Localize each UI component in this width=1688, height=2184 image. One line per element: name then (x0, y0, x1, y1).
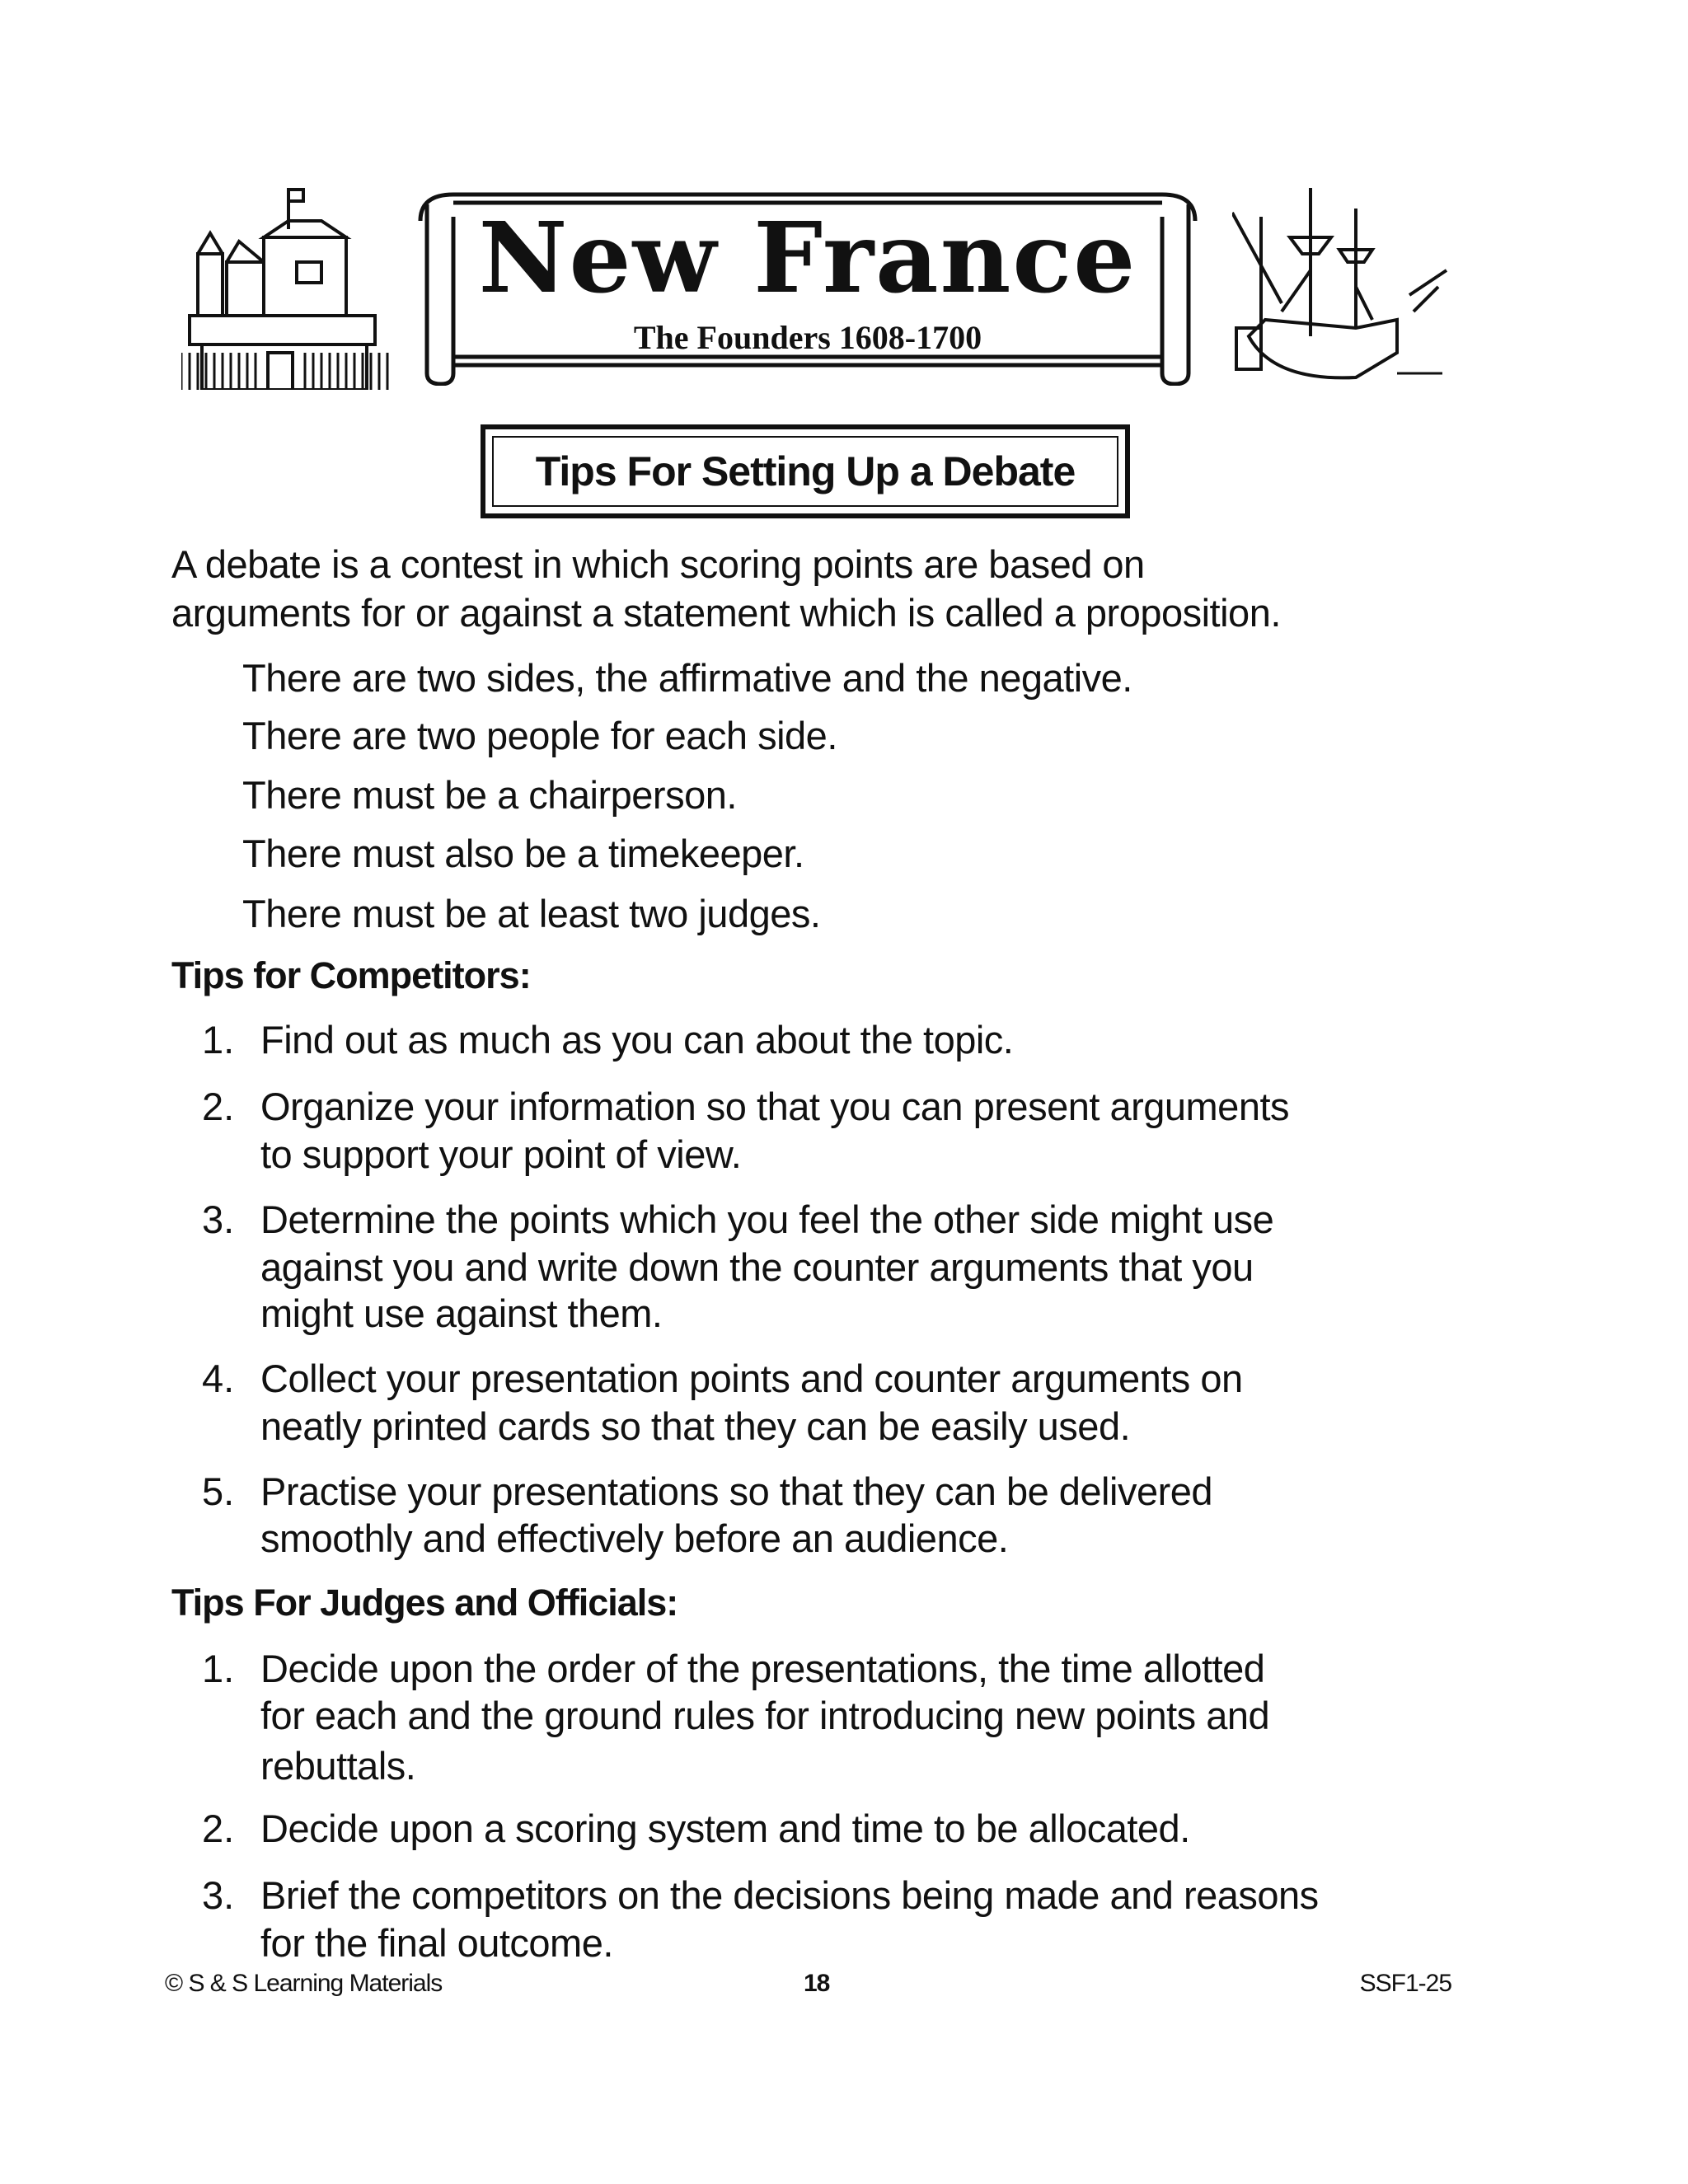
page-title: New France (478, 200, 1137, 315)
list-number: 1. (202, 1018, 235, 1062)
list-number: 2. (202, 1085, 235, 1128)
page-subtitle: The Founders 1608-1700 (633, 319, 982, 356)
list-item: Decide upon the order of the presentations, the time allotted (260, 1647, 1265, 1690)
list-item: Determine the points which you feel the other side might use (260, 1197, 1274, 1241)
intro-line: A debate is a contest in which scoring points are based on (171, 542, 1145, 586)
fort-house-icon (181, 188, 392, 390)
list-item: smoothly and effectively before an audience. (260, 1516, 1009, 1560)
title-scroll-banner (404, 188, 1212, 386)
rule-line: There are two people for each side. (242, 714, 837, 757)
list-item: Practise your presentations so that they can be delivered (260, 1469, 1213, 1513)
list-item: rebuttals. (260, 1744, 416, 1788)
section-title-box (481, 424, 1130, 518)
list-item: for each and the ground rules for introducing new points and (260, 1694, 1270, 1737)
rule-line: There must be a chairperson. (242, 773, 737, 817)
list-item: Find out as much as you can about the topic. (260, 1018, 1014, 1062)
list-item: for the final outcome. (260, 1921, 613, 1965)
section-title: Tips For Setting Up a Debate (492, 436, 1118, 507)
list-number: 2. (202, 1807, 235, 1850)
list-number: 3. (202, 1873, 235, 1917)
list-number: 3. (202, 1197, 235, 1241)
rule-line: There are two sides, the affirmative and the negative. (242, 656, 1132, 700)
list-number: 5. (202, 1469, 235, 1513)
list-item: neatly printed cards so that they can be easily used. (260, 1404, 1131, 1448)
list-item: Collect your presentation points and counter arguments on (260, 1357, 1243, 1400)
rule-line: There must also be a timekeeper. (242, 832, 804, 875)
competitors-heading: Tips for Competitors: (171, 954, 531, 996)
list-item: Brief the competitors on the decisions being made and reasons (260, 1873, 1319, 1917)
list-item: might use against them. (260, 1291, 663, 1335)
list-item: Decide upon a scoring system and time to be allocated. (260, 1807, 1190, 1850)
judges-heading: Tips For Judges and Officials: (171, 1582, 678, 1624)
list-number: 1. (202, 1647, 235, 1690)
list-item: Organize your information so that you can present arguments (260, 1085, 1290, 1128)
intro-line: arguments for or against a statement which is called a proposition. (171, 591, 1281, 635)
footer-copyright: © S & S Learning Materials (165, 1970, 443, 1997)
list-item: to support your point of view. (260, 1132, 742, 1176)
list-number: 4. (202, 1357, 235, 1400)
footer-page-number: 18 (804, 1970, 830, 1997)
rule-line: There must be at least two judges. (242, 892, 821, 935)
list-item: against you and write down the counter arguments that you (260, 1245, 1254, 1289)
sailing-ship-icon (1232, 188, 1451, 386)
footer-code: SSF1-25 (1359, 1970, 1451, 1997)
